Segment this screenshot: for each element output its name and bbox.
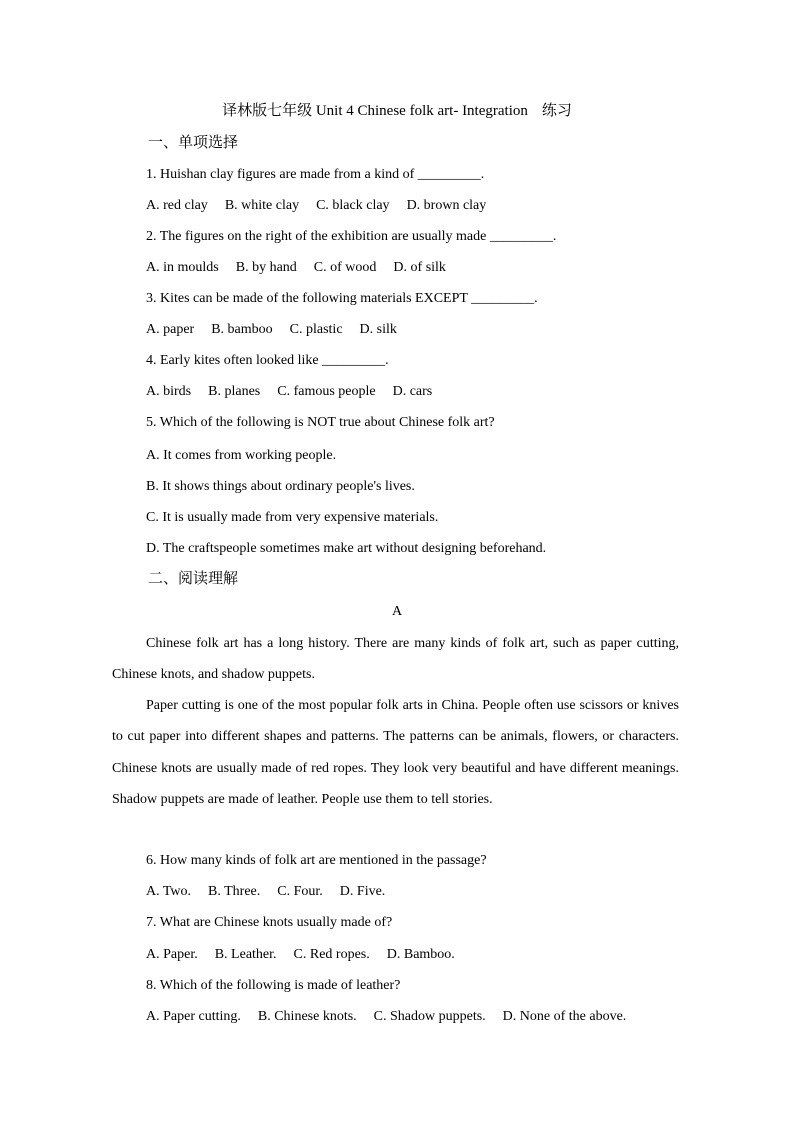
passage-paragraph-1: Chinese folk art has a long history. There are many kinds of folk art, such as paper cutting, Chinese knots, and shadow puppets. <box>112 636 679 683</box>
option: C. of wood <box>313 260 377 275</box>
question-8: 8. Which of the following is made of leather? <box>146 978 401 993</box>
question-2: 2. The figures on the right of the exhibition are usually made _________. <box>146 229 557 244</box>
question-1-options <box>146 197 486 215</box>
question-6-options <box>146 883 385 901</box>
question-8-options <box>146 1008 626 1026</box>
question-5-option-a: A. It comes from working people. <box>146 448 337 463</box>
option: B. Leather. <box>214 947 277 962</box>
option: B. Chinese knots. <box>257 1009 357 1024</box>
option: B. by hand <box>235 260 297 275</box>
question-7: 7. What are Chinese knots usually made of? <box>146 915 393 930</box>
option: C. Four. <box>277 884 323 899</box>
option: A. Two. <box>146 884 192 899</box>
option: D. silk <box>359 322 397 337</box>
option: C. plastic <box>289 322 343 337</box>
option: C. Red ropes. <box>293 947 370 962</box>
page-title <box>0 102 794 120</box>
question-3-options <box>146 321 397 339</box>
option: A. in moulds <box>146 260 219 275</box>
option: C. Shadow puppets. <box>373 1009 486 1024</box>
option: C. black clay <box>316 198 390 213</box>
section1-heading: 一、单项选择 <box>148 135 239 151</box>
option: A. Paper. <box>146 947 198 962</box>
option: A. red clay <box>146 198 208 213</box>
option: A. birds <box>146 384 192 399</box>
option: B. Three. <box>208 884 261 899</box>
option: D. None of the above. <box>502 1009 627 1024</box>
title-suffix: 练习 <box>541 103 572 119</box>
question-1: 1. Huishan clay figures are made from a kind of _________. <box>146 167 485 182</box>
option: D. Five. <box>339 884 386 899</box>
passage-label: A <box>391 604 403 619</box>
question-3: 3. Kites can be made of the following materials EXCEPT _________. <box>146 291 538 306</box>
question-2-options <box>146 259 446 277</box>
option: C. famous people <box>277 384 376 399</box>
question-4-options <box>146 383 432 401</box>
option: D. Bamboo. <box>386 947 455 962</box>
option: D. brown clay <box>406 198 487 213</box>
question-5: 5. Which of the following is NOT true about Chinese folk art? <box>146 415 495 430</box>
passage-paragraph-2: Paper cutting is one of the most popular folk arts in China. People often use scissors or knives to cut paper into different shapes and patterns. The patterns can be animals, flowers, or characters. Chinese knots are usually made of red ropes. They look very beautiful and have different meanings. Shadow puppets are made of leather. People use them to tell stories. <box>112 698 679 807</box>
question-4: 4. Early kites often looked like _________. <box>146 353 389 368</box>
option: B. white clay <box>224 198 300 213</box>
question-7-options <box>146 946 455 964</box>
option: B. planes <box>208 384 261 399</box>
option: D. of silk <box>393 260 446 275</box>
question-5-option-d: D. The craftspeople sometimes make art without designing beforehand. <box>146 541 547 556</box>
option: B. bamboo <box>211 322 273 337</box>
option: D. cars <box>392 384 433 399</box>
option: A. paper <box>146 322 195 337</box>
question-5-option-c: C. It is usually made from very expensive materials. <box>146 510 439 525</box>
option: A. Paper cutting. <box>146 1009 241 1024</box>
question-6: 6. How many kinds of folk art are mentioned in the passage? <box>146 853 487 868</box>
question-5-option-b: B. It shows things about ordinary people's lives. <box>146 479 415 494</box>
section2-heading: 二、阅读理解 <box>148 571 239 587</box>
title-main: 译林版七年级 Unit 4 Chinese folk art- Integration <box>222 103 528 119</box>
